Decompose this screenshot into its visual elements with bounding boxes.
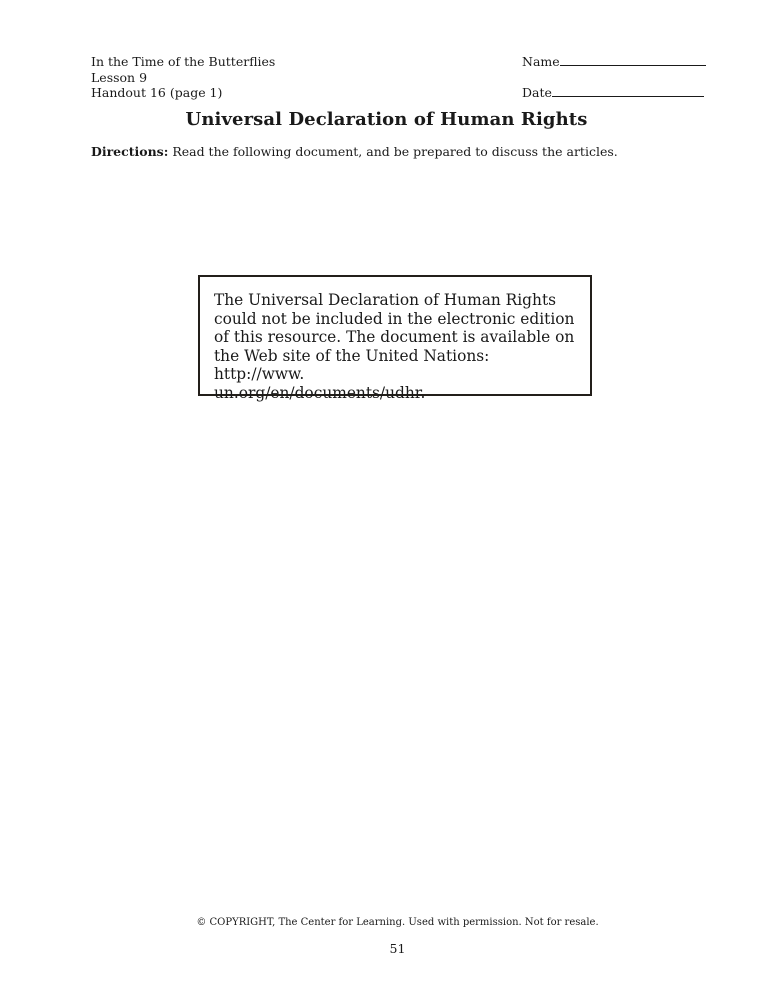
page-title: Universal Declaration of Human Rights [185, 109, 588, 130]
date-blank-line [552, 85, 704, 97]
notice-line: The Universal Declaration of Human Rights [214, 291, 557, 309]
page-number: 51 [389, 941, 406, 956]
notice-line: of this resource. The document is available on [214, 328, 575, 346]
name-label: Name [522, 54, 560, 69]
notice-box [198, 275, 592, 402]
date-label: Date [522, 85, 552, 100]
notice-line: un.org/en/documents/udhr. [214, 383, 426, 402]
notice-line: could not be included in the electronic edition [214, 309, 575, 328]
name-blank-line [560, 54, 706, 66]
header-left [91, 54, 275, 101]
copyright-notice: © COPYRIGHT, The Center for Learning. Used with permission. Not for resale. [196, 917, 599, 928]
directions [91, 144, 618, 159]
date-field [522, 85, 704, 101]
handout-label: Handout 16 (page 1) [91, 85, 223, 100]
directions-text: Read the following document, and be prepared to discuss the articles. [168, 144, 618, 159]
directions-label: Directions: [91, 144, 169, 159]
notice-line: the Web site of the United Nations: http://www. [214, 346, 490, 383]
lesson-label: Lesson 9 [91, 69, 148, 85]
book-title: In the Time of the Butterflies [91, 54, 276, 69]
name-field [522, 54, 706, 70]
